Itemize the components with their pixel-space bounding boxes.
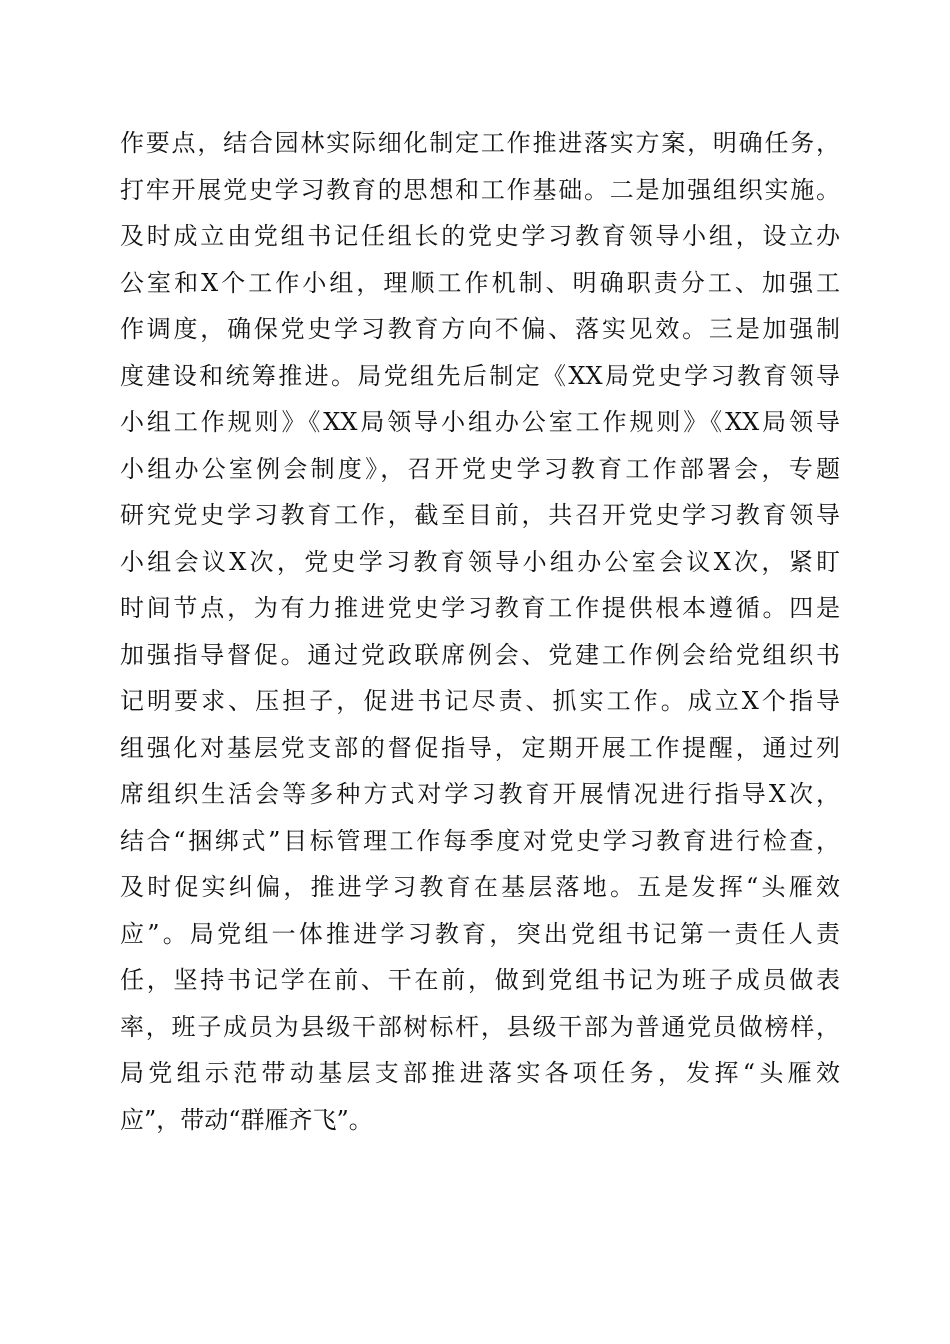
text-line: 作调度，确保党史学习教育方向不偏、落实见效。三是加强制 [120, 315, 840, 343]
text-line: 结合“捆绑式”目标管理工作每季度对党史学习教育进行检查， [120, 826, 840, 855]
text-line: 时间节点，为有力推进党史学习教育工作提供根本遵循。四是 [120, 594, 840, 622]
text-line: 公室和X个工作小组，理顺工作机制、明确职责分工、加强工 [120, 268, 840, 297]
text-line: 研究党史学习教育工作，截至目前，共召开党史学习教育领导 [120, 501, 840, 529]
text-line: 任，坚持书记学在前、干在前，做到党组书记为班子成员做表 [120, 966, 840, 994]
text-line: 作要点，结合园林实际细化制定工作推进落实方案，明确任务， [120, 129, 840, 157]
text-line: 及时促实纠偏，推进学习教育在基层落地。五是发挥“头雁效 [120, 873, 840, 901]
text-line: 局党组示范带动基层支部推进落实各项任务，发挥“头雁效 [120, 1059, 840, 1087]
text-line: 及时成立由党组书记任组长的党史学习教育领导小组，设立办 [120, 222, 840, 250]
text-line: 率，班子成员为县级干部树标杆，县级干部为普通党员做榜样， [120, 1012, 840, 1041]
text-line: 加强指导督促。通过党政联席例会、党建工作例会给党组织书 [120, 640, 840, 669]
text-line: 应”。局党组一体推进学习教育，突出党组书记第一责任人责 [120, 919, 840, 948]
text-line: 度建设和统筹推进。局党组先后制定《XX局党史学习教育领导 [120, 361, 840, 390]
text-line: 席组织生活会等多种方式对学习教育开展情况进行指导X次， [120, 780, 840, 808]
text-line: 小组会议X次，党史学习教育领导小组办公室会议X次，紧盯 [120, 547, 840, 576]
body-text [120, 120, 840, 1143]
text-line: 记明要求、压担子，促进书记尽责、抓实工作。成立X个指导 [120, 687, 840, 715]
text-line: 应”，带动“群雁齐飞”。 [120, 1105, 373, 1134]
text-line: 打牢开展党史学习教育的思想和工作基础。二是加强组织实施。 [120, 175, 840, 204]
text-line: 小组办公室例会制度》，召开党史学习教育工作部署会，专题 [120, 454, 840, 483]
text-line: 小组工作规则》《XX局领导小组办公室工作规则》《XX局领导 [120, 408, 840, 436]
text-line: 组强化对基层党支部的督促指导，定期开展工作提醒，通过列 [120, 733, 840, 762]
